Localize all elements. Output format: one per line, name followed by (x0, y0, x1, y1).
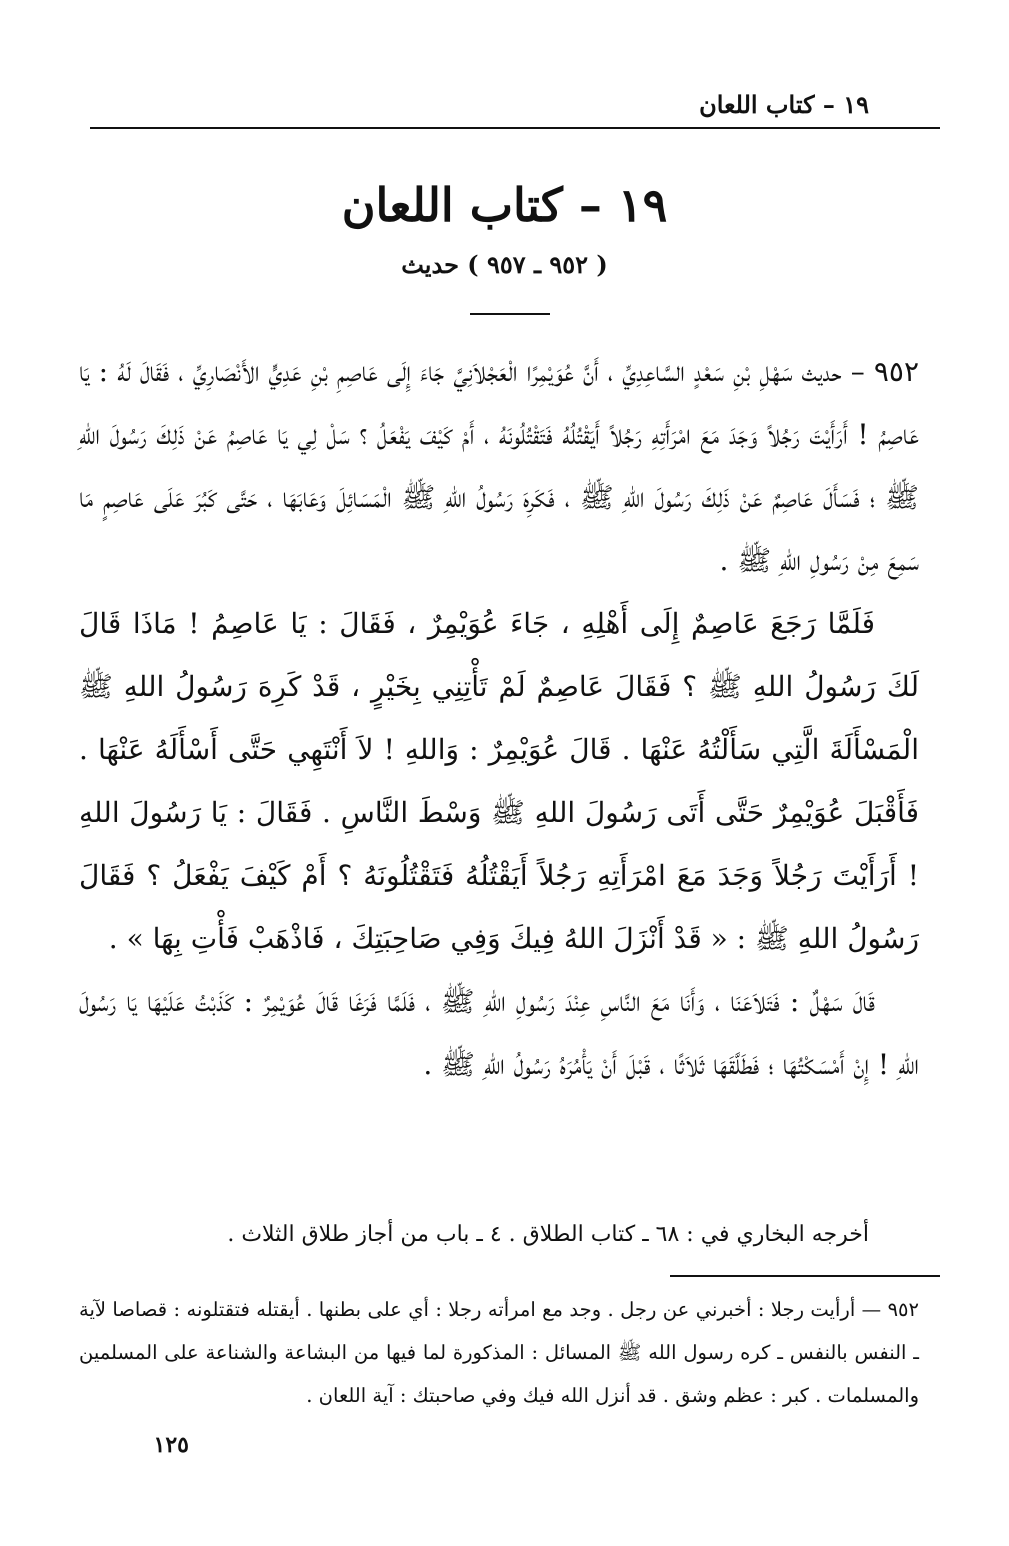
chapter-subtitle: ( ٩٥٢ ـ ٩٥٧ ) حديث (401, 250, 608, 279)
footnote-divider (670, 1275, 940, 1277)
header-rule (90, 127, 940, 129)
chapter-title: ١٩ – كتاب اللعان (341, 178, 668, 232)
hadith-text (79, 340, 919, 1096)
hadith-paragraph: فَلَمَّا رَجَعَ عَاصِمٌ إِلَى أَهْلِهِ ، جَاءَ عُوَيْمِرٌ ، فَقَالَ : يَا عَاصِمُ ! مَاذَا قَالَ لَكَ رَسُولُ اللهِ ﷺ ؟ فَقَالَ عَاصِمٌ لَمْ تَأْتِنِي بِخَيْرٍ ، قَدْ كَرِهَ رَسُولُ اللهِ ﷺ الْمَسْأَلَةَ الَّتِي سَأَلْتُهُ عَنْهَا . قَالَ عُوَيْمِرٌ : وَاللهِ ! لاَ أَنْتَهِي حَتَّى أَسْأَلَهُ عَنْهَا . فَأَقْبَلَ عُوَيْمِرٌ حَتَّى أَتَى رَسُولَ اللهِ ﷺ وَسْطَ النَّاسِ . فَقَالَ : يَا رَسُولَ اللهِ ! أَرَأَيْتَ رَجُلاً وَجَدَ مَعَ امْرَأَتِهِ رَجُلاً أَيَقْتُلُهُ فَتَقْتُلُونَهُ ؟ أَمْ كَيْفَ يَفْعَلُ ؟ فَقَالَ رَسُولُ اللهِ ﷺ : « قَدْ أَنْزَلَ اللهُ فِيكَ وَفِي صَاحِبَتِكَ ، فَاذْهَبْ فَأْتِ بِهَا » . (79, 607, 919, 955)
running-header: ١٩ – كتاب اللعان (699, 90, 869, 119)
hadith-paragraph: قَالَ سَهْلٌ : فَتَلاَعَنَا ، وَأَنَا مَعَ النَّاسِ عِنْدَ رَسُولِ اللهِ ﷺ ، فَلَمَّا فَرَغَا قَالَ عُوَيْمِرٌ : كَذَبْتُ عَلَيْهَا يَا رَسُولَ اللهِ ! إِنْ أَمْسَكْتُهَا ؛ فَطَلَّقَهَا ثَلاَثًا ، قَبْلَ أَنْ يَأْمُرَهُ رَسُولُ اللهِ ﷺ . (79, 985, 919, 1081)
footnotes: ٩٥٢ — أرأيت رجلا : أخبرني عن رجل . وجد مع امرأته رجلا : أي على بطنها . أيقتله فتقتلونه : قصاصا لآية ـ النفس بالنفس ـ كره رسول الله ﷺ المسائل : المذكورة لما فيها من البشاعة والشناعة على المسلمين والمسلمات . كبر : عظم وشق . قد أنزل الله فيك وفي صاحبتك : آية اللعان . (79, 1298, 919, 1407)
source-reference: أخرجه البخاري في : ٦٨ ـ كتاب الطلاق . ٤ ـ باب من أجاز طلاق الثلاث . (227, 1222, 869, 1247)
hadith-paragraph: ٩٥٢ – حديث سَهْلِ بْنِ سَعْدٍ السَّاعِدِيِّ ، أَنَّ عُوَيْمِرًا الْعَجْلاَنِيَّ جَاءَ إِلَى عَاصِمِ بْنِ عَدِيٍّ الأَنْصَارِيِّ ، فَقَالَ لَهُ : يَا عَاصِمُ ! أَرَأَيْتَ رَجُلاً وَجَدَ مَعَ امْرَأَتِهِ رَجُلاً أَيَقْتُلُهُ فَتَقْتُلُونَهُ ، أَمْ كَيْفَ يَفْعَلُ ؟ سَلْ لِي يَا عَاصِمُ عَنْ ذَلِكَ رَسُولَ اللهِ ﷺ ؛ فَسَأَلَ عَاصِمٌ عَنْ ذَلِكَ رَسُولَ اللهِ ﷺ ، فَكَرِهَ رَسُولُ اللهِ ﷺ الْمَسَائِلَ وَعَابَهَا ، حَتَّى كَبُرَ عَلَى عَاصِمٍ مَا سَمِعَ مِنْ رَسُولِ اللهِ ﷺ . (79, 355, 919, 577)
title-divider (470, 313, 550, 315)
page-number: ١٢٥ (153, 1432, 189, 1458)
